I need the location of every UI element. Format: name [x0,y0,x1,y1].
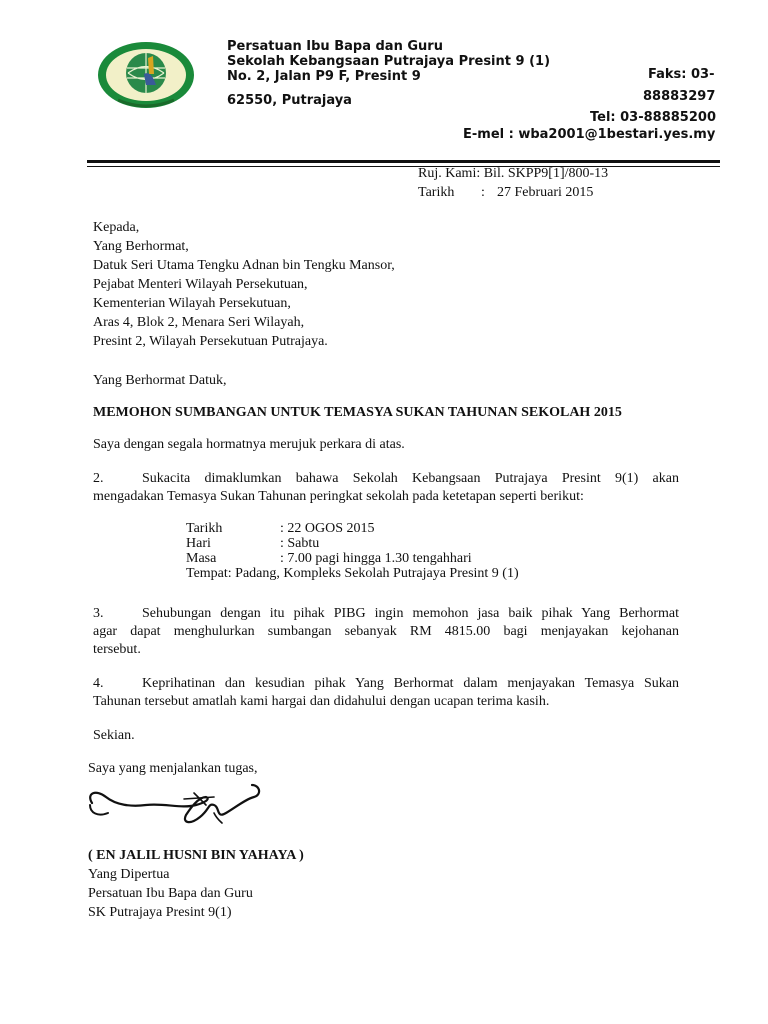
school-crest-logo [96,40,196,110]
paragraph-4-rest: Tahunan tersebut amatlah kami hargai dan didahului dengan ucapan terima kasih. [93,694,550,709]
paragraph-2-number: 2. [93,471,104,486]
paragraph-2-first-line: Sukacita dimaklumkan bahawa Sekolah Kebangsaan Putrajaya Presint 9(1) akan [142,471,679,486]
recipient-line: Presint 2, Wilayah Persekutuan Putrajaya. [93,334,328,349]
reference-date-value: 27 Februari 2015 [497,185,594,200]
signatory-school: SK Putrajaya Presint 9(1) [88,905,232,920]
letterhead-fax-label: Faks: 03- [648,67,715,82]
paragraph-3 [93,605,679,659]
paragraph-4-first-line: Keprihatinan dan kesudian pihak Yang Berhormat dalam menjayakan Temasya Sukan [142,676,679,691]
recipient-line: Pejabat Menteri Wilayah Persekutuan, [93,277,308,292]
detail-row-day [186,536,519,551]
header-divider-thin [87,166,720,167]
closing-sekian: Sekian. [93,728,135,743]
closing-sign-off: Saya yang menjalankan tugas, [88,761,258,776]
event-details [186,521,519,581]
paragraph-4 [93,675,679,711]
letterhead-address: No. 2, Jalan P9 F, Presint 9 [227,69,421,84]
detail-label: Hari [186,536,211,551]
detail-label: Masa [186,551,217,566]
salutation: Yang Berhormat Datuk, [93,373,227,388]
reference-date-label: Tarikh [418,185,455,200]
detail-row-venue: Tempat: Padang, Kompleks Sekolah Putrajaya Presint 9 (1) [186,566,519,581]
detail-row-time [186,551,519,566]
paragraph-2 [93,470,679,506]
paragraph-3-number: 3. [93,606,104,621]
detail-value: : Sabtu [280,536,320,551]
header-divider-thick [87,160,720,163]
signatory-name: ( EN JALIL HUSNI BIN YAHAYA ) [88,848,304,863]
intro-paragraph: Saya dengan segala hormatnya merujuk perkara di atas. [93,437,405,452]
letterhead-tel: Tel: 03-88885200 [590,110,716,125]
recipient-line: Datuk Seri Utama Tengku Adnan bin Tengku Mansor, [93,258,395,273]
reference-date-colon: : [481,185,485,200]
reference-date [418,183,593,202]
letterhead-school-name: Sekolah Kebangsaan Putrajaya Presint 9 (1) [227,54,551,69]
paragraph-3-third-line: tersebut. [93,642,141,657]
signatory-title: Yang Dipertua [88,867,170,882]
recipient-line: Kepada, [93,220,140,235]
paragraph-2-rest: mengadakan Temasya Sukan Tahunan peringkat sekolah pada ketetapan seperti berikut: [93,489,584,504]
detail-label: Tarikh [186,521,223,536]
recipient-block [93,218,395,351]
paragraph-4-number: 4. [93,676,104,691]
paragraph-3-first-line: Sehubungan dengan itu pihak PIBG ingin memohon jasa baik pihak Yang Berhormat [142,606,679,621]
letter-subject: MEMOHON SUMBANGAN UNTUK TEMASYA SUKAN TAHUNAN SEKOLAH 2015 [93,405,622,420]
detail-value: : 22 OGOS 2015 [280,521,375,536]
letterhead-fax-number: 88883297 [643,89,716,104]
signatory-org: Persatuan Ibu Bapa dan Guru [88,886,253,901]
recipient-line: Aras 4, Blok 2, Menara Seri Wilayah, [93,315,305,330]
letterhead-postcode: 62550, Putrajaya [227,93,352,108]
recipient-line: Yang Berhormat, [93,239,189,254]
signature-image [86,775,266,835]
paragraph-3-second-line: agar dapat menghulurkan sumbangan sebanyak RM 4815.00 bagi menjayakan kejohanan [93,624,679,639]
letterhead-email: E-mel : wba2001@1bestari.yes.my [463,127,716,142]
detail-row-date [186,521,519,536]
letterhead-org-name: Persatuan Ibu Bapa dan Guru [227,39,443,54]
detail-value: : 7.00 pagi hingga 1.30 tengahhari [280,551,472,566]
reference-number: Ruj. Kami: Bil. SKPP9[1]/800-13 [418,166,609,181]
recipient-line: Kementerian Wilayah Persekutuan, [93,296,291,311]
